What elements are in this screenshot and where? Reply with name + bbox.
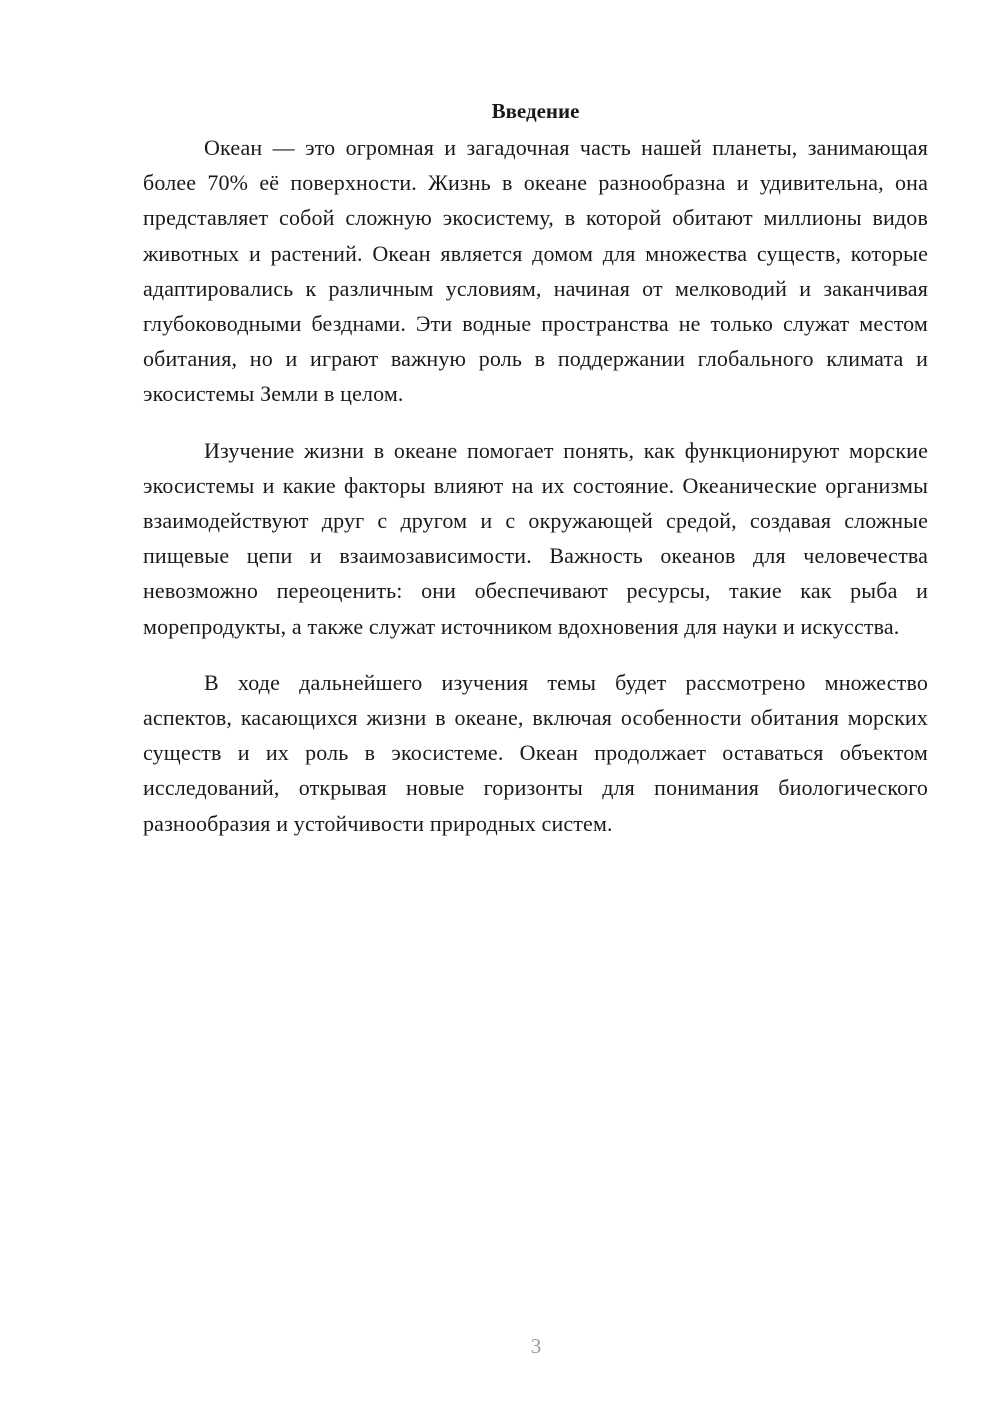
page-content <box>143 96 928 862</box>
paragraph-1: Океан — это огромная и загадочная часть нашей планеты, занимающая более 70% её поверхности. Жизнь в океане разнообразна и удивительна, она представляет собой сложную экосистему, в которой обитают миллионы видов животных и растений. Океан является домом для множества существ, которые адаптировались к различным условиям, начиная от мелководий и заканчивая глубоководными безднами. Эти водные пространства не только служат местом обитания, но и играют важную роль в поддержании глобального климата и экосистемы Земли в целом. <box>143 135 928 407</box>
paragraph-3: В ходе дальнейшего изучения темы будет рассмотрено множество аспектов, касающихся жизни в океане, включая особенности обитания морских существ и их роль в экосистеме. Океан продолжает оставаться объектом исследований, открывая новые горизонты для понимания биологического разнообразия и устойчивости природных систем. <box>143 669 928 836</box>
page-number: 3 <box>530 1334 542 1358</box>
section-title: Введение <box>491 99 580 123</box>
paragraph-2: Изучение жизни в океане помогает понять, как функционируют морские экосистемы и какие факторы влияют на их состояние. Океанические организмы взаимодействуют друг с другом и с окружающей средой, создавая сложные пищевые цепи и взаимозависимости. Важность океанов для человечества невозможно переоценить: они обеспечивают ресурсы, такие как рыба и морепродукты, а также служат источником вдохновения для науки и искусства. <box>143 437 928 639</box>
